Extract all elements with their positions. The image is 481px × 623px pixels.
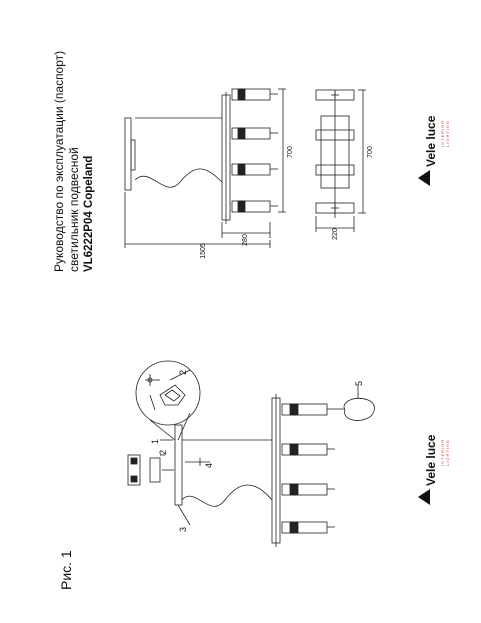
callout-4: 4 — [204, 462, 214, 468]
dim-width-top: 220 — [332, 228, 339, 240]
dim-length-side: 700 — [287, 146, 294, 158]
brand-name: Vele luce — [424, 115, 438, 167]
brand-logo-icon — [418, 170, 430, 186]
side-view-drawing — [125, 89, 286, 248]
figure-label: Рис. 1 — [58, 550, 74, 590]
callout-1: 1 — [150, 438, 160, 444]
dim-length-top: 700 — [367, 146, 374, 158]
model-name: VL6222P04 Copeland — [83, 155, 95, 272]
callout-2: 2 — [158, 449, 168, 455]
brand-bottom — [422, 427, 450, 486]
brand-logo-icon — [418, 489, 430, 505]
top-view-drawing — [316, 90, 366, 232]
brand-tagline: INTERIOR LIGHTING — [440, 438, 450, 466]
brand-tagline: INTERIOR LIGHTING — [440, 119, 450, 147]
dim-depth-side: 280 — [242, 234, 249, 246]
brand-name: Vele luce — [424, 434, 438, 486]
dim-total-height: 1505 — [200, 243, 207, 259]
brand-top — [422, 108, 450, 167]
callout-3: 3 — [178, 526, 188, 532]
title-line-1: Руководство по эксплуатации (паспорт) — [52, 50, 66, 272]
title-line-2: светильник подвесной — [67, 147, 81, 272]
callout-5: 5 — [354, 380, 364, 386]
callout-2-detail: 2 — [178, 369, 188, 375]
